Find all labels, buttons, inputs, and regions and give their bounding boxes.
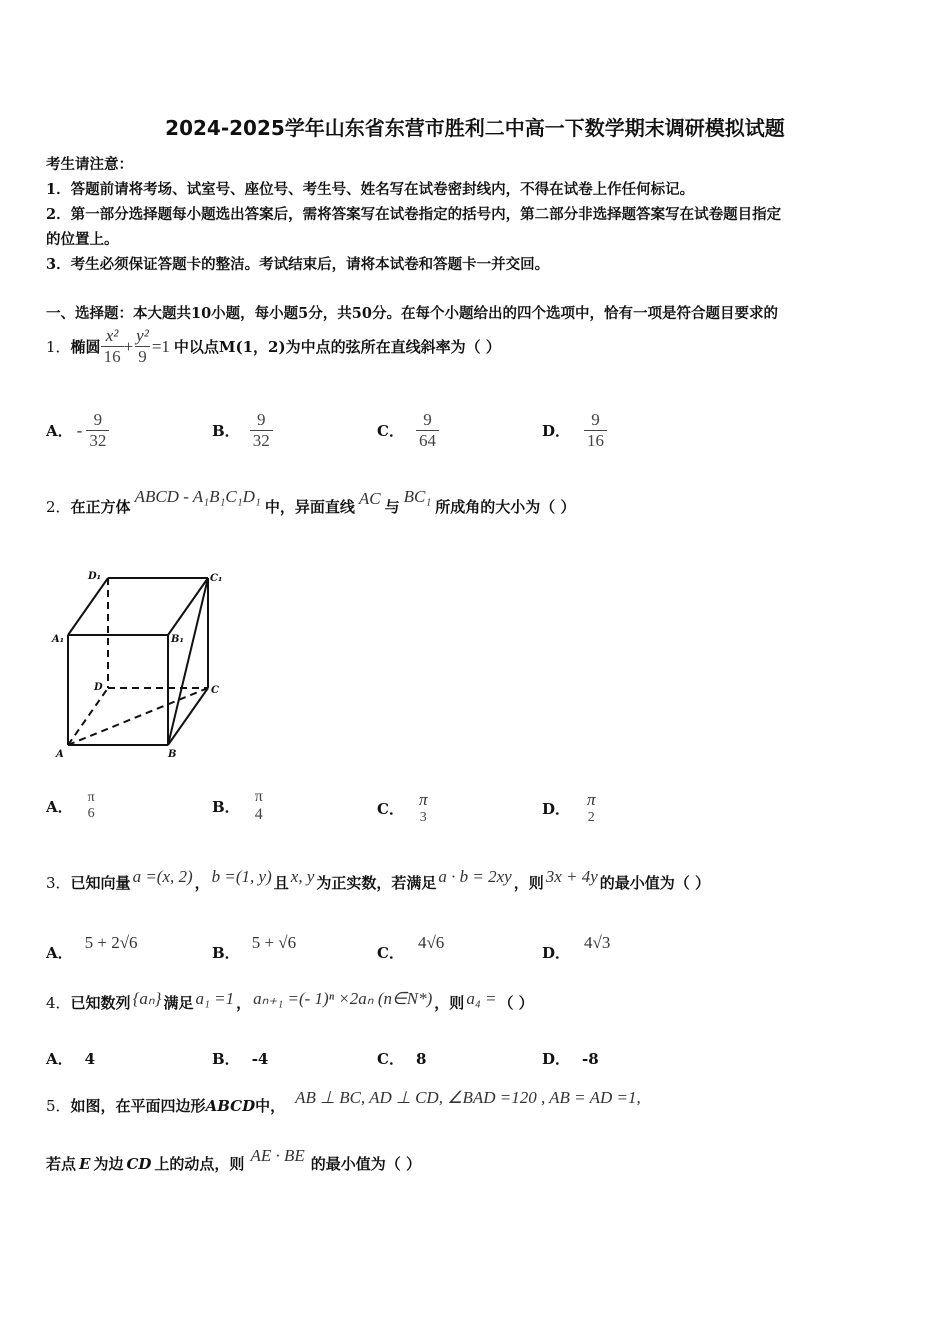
option-c[interactable]: C． 8 [377,1050,427,1068]
option-b[interactable]: B． 5 + √6 [212,933,297,962]
question-text: 所成角的大小为（ ） [435,498,576,516]
option-d[interactable]: D． -8 [542,1050,599,1068]
vertex-label: A₁ [52,634,65,645]
option-c[interactable]: C． π 3 [377,790,428,825]
option-d[interactable]: D． $\frac{9}{16}$ [542,410,607,451]
option-a[interactable]: A． 4 [46,1050,96,1068]
question-4: 4． 已知数列 {aₙ} 满足 a₁ =1 ， aₙ₊₁ =(- 1)ⁿ ×2aₙ (n∈N*) ，则 a₄ = （ ） [46,989,534,1012]
cube-name: ABCD - A₁B₁C₁D₁ [134,487,261,506]
vertex-label: C₁ [210,573,223,584]
vertex-label: D [94,682,103,693]
option-b[interactable]: B． π 4 [212,788,263,823]
question-number: 5． [46,1097,71,1115]
notice-item: 2．第一部分选择题每小题选出答案后，需将答案写在试卷指定的括号内，第二部分非选择题答案写在试卷题目指定 [46,206,782,223]
vertex-label: B [168,749,177,760]
notice-item: 1．答题前请将考场、试室号、座位号、考生号、姓名写在试卷密封线内，不得在试卷上作任何标记。 [46,181,695,198]
option-c[interactable]: C． 4√6 [377,933,445,962]
vertex-label: C [211,685,219,696]
question-number: 3． [46,874,71,892]
fraction: $\frac{\text{x²}}{16}$ [101,326,124,367]
vertex-label: A [56,749,64,760]
option-d[interactable]: D． π 2 [542,790,596,825]
vertex-label: D₁ [88,571,102,582]
notice-item: 的位置上。 [46,231,119,248]
question-2: 2． 在正方体 ABCD - A₁B₁C₁D₁ 中，异面直线 AC 与 BC₁ 所成角的大小为（ ） [46,487,576,516]
question-number: 1． [46,338,71,356]
option-a[interactable]: A． 5 + 2√6 [46,933,138,962]
cube-figure [40,560,240,770]
question-text: 在正方体 [70,498,131,516]
question-number: 2． [46,498,71,516]
option-b[interactable]: B． $\frac{9}{32}$ [212,410,273,451]
notice-heading: 考生请注意： [46,156,133,173]
question-text: 中以点M(1，2)为中点的弦所在直线斜率为（ ） [173,338,501,356]
option-b[interactable]: B． -4 [212,1050,269,1068]
option-a[interactable]: A． - $\frac{9}{32}$ [46,410,109,451]
notice-item: 3．考生必须保证答题卡的整洁。考试结束后，请将本试卷和答题卡一并交回。 [46,256,550,273]
option-d[interactable]: D． 4√3 [542,933,611,962]
option-c[interactable]: C． $\frac{9}{64}$ [377,410,439,451]
question-1: 1． 椭圆 $\frac{\text{x²}}{16}$ + $\frac{\text{y²}}{9}$ =1 中以点M(1，2)为中点的弦所在直线斜率为（ ） [46,326,501,366]
question-5: 5． 如图，在平面四边形 ABCD 中， AB ⊥ BC, AD ⊥ CD, ∠BAD =120 , AB = AD =1, [46,1088,641,1115]
page-title: 2024-2025学年山东省东营市胜利二中高一下数学期末调研模拟试题 [165,116,785,140]
option-a[interactable]: A． π 6 [46,790,95,821]
vertex-label: B₁ [171,634,184,645]
question-text: 椭圆 [70,338,101,356]
question-number: 4． [46,994,71,1012]
fraction: $\frac{\text{y²}}{9}$ [136,326,149,366]
question-text: 中，异面直线 [264,498,355,516]
section-heading: 一、选择题：本大题共10小题，每小题5分，共50分。在每个小题给出的四个选项中，恰有一项是符合题目要求的 [46,305,778,322]
question-3: 3． 已知向量 a =(x, 2) ， b =(1, y) 且 x, y 为正实数，若满足 a · b = 2xy ，则 3x + 4y 的最小值为（ ） [46,867,711,892]
question-5-line2: 若点 E 为边 CD 上的动点，则 AE · BE 的最小值为（ ） [46,1146,421,1173]
